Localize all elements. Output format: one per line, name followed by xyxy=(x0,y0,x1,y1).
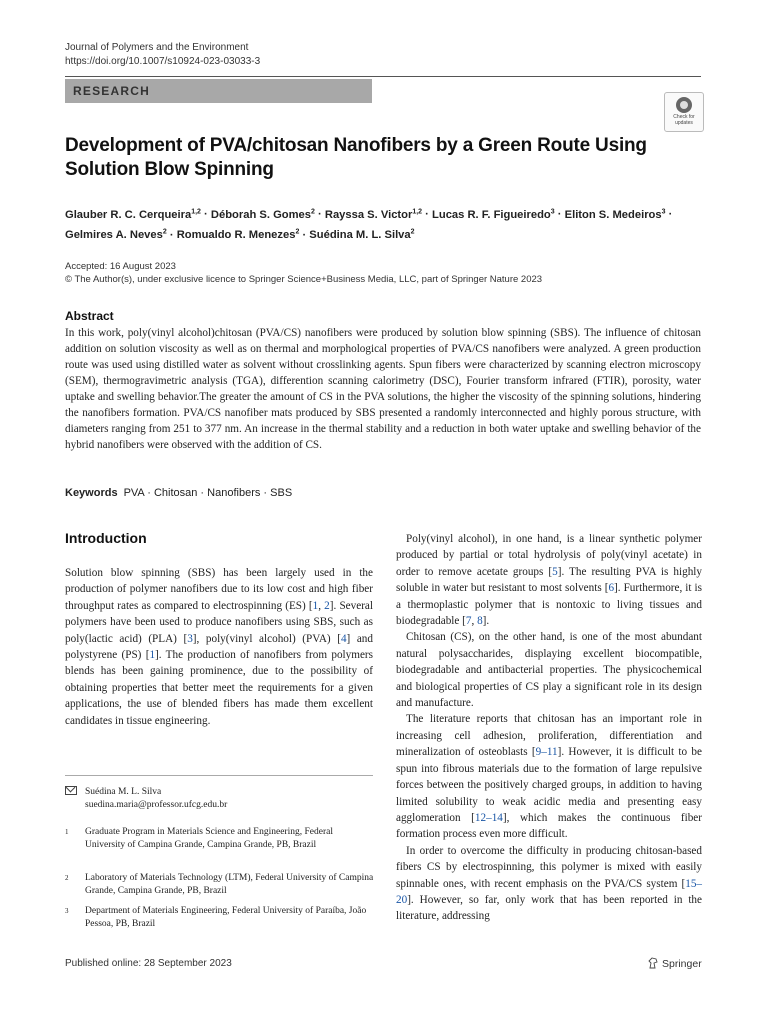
citation-link[interactable]: 12–14 xyxy=(474,811,503,824)
author[interactable]: Lucas R. F. Figueiredo$^3$ xyxy=(432,208,555,221)
affiliation: 1 Graduate Program in Materials Science and Engineering, Federal University of Campina Grande, Campina Grande, PB, Brazil xyxy=(65,827,333,850)
citation-link[interactable]: 9–11 xyxy=(535,746,558,759)
envelope-icon xyxy=(65,786,77,795)
citation-link[interactable]: 7 xyxy=(465,615,472,628)
keyword: SBS xyxy=(270,487,293,499)
affiliation: 2 Laboratory of Materials Technology (LTM), Federal University of Campina Grande, Campina Grande, PB, Brazil xyxy=(65,873,374,896)
section-bar xyxy=(65,79,372,103)
publication-dates xyxy=(65,260,542,286)
publisher-name: Springer xyxy=(662,958,702,970)
affiliation: 3 Department of Materials Engineering, Federal University of Paraíba, João Pessoa, PB, Brazil xyxy=(65,906,367,929)
citation-link[interactable]: 1 xyxy=(149,649,156,662)
keyword: Nanofibers xyxy=(207,487,261,499)
abstract-heading: Abstract xyxy=(65,309,114,323)
introduction-heading: Introduction xyxy=(65,530,147,546)
author-list: Glauber R. C. Cerqueira$^{1,2}$ · Déborah S. Gomes$^2$ · Rayssa S. Victor$^{1,2}$ · Lucas R. F. Figueiredo$^3$ · Eliton S. Medeiros$^3$ · Gelmires A. Neves$^2$ · Romualdo R. Menezes$^2$ · Suédina M. L. Silva$^2$ xyxy=(65,208,673,242)
intro-left-column xyxy=(65,565,373,729)
journal-info xyxy=(65,41,260,69)
article-title: Development of PVA/chitosan Nanofibers by a Green Route Using Solution Blow Spinning xyxy=(65,135,647,180)
author[interactable]: Déborah S. Gomes$^2$ xyxy=(210,208,315,221)
citation-link[interactable]: 1 xyxy=(312,599,319,612)
author[interactable]: Rayssa S. Victor$^{1,2}$ xyxy=(324,208,423,221)
check-for-updates-badge[interactable] xyxy=(664,92,704,132)
paragraph: Solution blow spinning (SBS) has been largely used in the production of polymer nanofibers due to its low cost and high fiber throughput rates as compared to electrospinning (ES) [1, 2]. Several polymers have been used to produce nanofibers using SBS, such as poly(lactic acid) (PLA) [3], poly(vinyl alcohol) (PVA) [4] and polystyrene (PS) [1]. The production of nanofibers from polymers blends has been gaining prominence, due to the possibility of obtaining properties that better meet the requirements for a given applications, the use of blended fibers has made them excellent candidates in tissue engineering. xyxy=(65,567,373,727)
section-label: RESEARCH xyxy=(73,84,150,98)
author[interactable]: Glauber R. C. Cerqueira$^{1,2}$ xyxy=(65,208,201,221)
doi-link[interactable]: https://doi.org/10.1007/s10924-023-03033-3 xyxy=(65,56,261,67)
abstract-text: In this work, poly(vinyl alcohol)chitosan (PVA/CS) nanofibers were produced by solution blow spinning (SBS). The influence of chitosan addition on solution viscosity as well as on thermal and morphological properties of PVA/CS nanofibers were analyzed. A green production route was used using distilled water as solvent without crosslinking agents. Spun fibers were characterized by scanning electron microscopy (SEM), thermogravimetric analysis (TGA), differention scanning calorimetry (DSC), Fourier transform infrared (FTIR), porosity, water uptake and swelling behavior.The greater the amount of CS in the PVA solutions, the higher the viscosity of the spinning solutions, hindering the nanofibers formation. PVA/CS nanofiber mats produced by SBS presented a randomly interconnected and highly porous structure, with diameters ranging from 251 to 377 nm. An increase in the thermal stability and a reduction in both water uptake and swelling behavior of the hybrid nanofibers were observed with the addition of CS. xyxy=(65,327,701,451)
keyword: PVA xyxy=(123,487,145,499)
publisher-logo xyxy=(648,957,702,970)
keywords: Keywords PVA · Chitosan · Nanofibers · SBS xyxy=(65,487,293,499)
springer-horse-icon xyxy=(648,957,658,969)
citation-link[interactable]: 4 xyxy=(340,632,347,645)
update-icon xyxy=(676,97,692,113)
journal-name: Journal of Polymers and the Environment xyxy=(65,42,249,53)
citation-link[interactable]: 8 xyxy=(477,615,483,628)
citation-link[interactable]: 2 xyxy=(324,599,330,612)
citation-link[interactable]: 15–20 xyxy=(396,877,702,906)
paragraph: The literature reports that chitosan has an important role in increasing cell adhesion, proliferation, differentiation and mineralization of osteoblasts [9–11]. However, it is difficult to be spun into fibrous materials due to the formation of large repulsive forces between the positively charged groups, in addition to having limited solubility to weak acidic media and presenting easy agglomeration [12–14], which makes the continuous fiber formation process even more difficult. xyxy=(396,713,703,841)
badge-label: Check for updates xyxy=(673,114,695,126)
citation-link[interactable]: 6 xyxy=(608,582,615,595)
header-rule xyxy=(65,76,701,77)
keyword: Chitosan xyxy=(153,487,198,499)
author[interactable]: Eliton S. Medeiros$^3$ xyxy=(564,208,666,221)
intro-right-column xyxy=(396,531,702,925)
citation-link[interactable]: 3 xyxy=(187,632,193,645)
accepted-date: Accepted: 16 August 2023 xyxy=(65,261,176,272)
author[interactable]: Romualdo R. Menezes$^2$ xyxy=(176,228,300,242)
correspondence xyxy=(65,786,227,812)
author[interactable]: Gelmires A. Neves$^2$ xyxy=(65,228,167,242)
keywords-label: Keywords xyxy=(65,487,118,499)
paragraph: Poly(vinyl alcohol), in one hand, is a linear synthetic polymer produced by partial or total hydrolysis of poly(vinyl acetate) in order to remove acetate groups [5]. The resulting PVA is highly soluble in water but resistant to most solvents [6]. Furthermore, it is a thermoplastic polymer that is nontoxic to living tissues and biodegradable [7, 8]. xyxy=(396,533,702,628)
footnote-rule xyxy=(65,775,373,776)
published-date: Published online: 28 September 2023 xyxy=(65,958,232,969)
paragraph: Chitosan (CS), on the other hand, is one of the most abundant natural polysaccharides, displaying excellent biocompatible, biodegradable and antibacterial properties. The physicochemical and biological properties of CS play a significant role in its design and manufacture. xyxy=(396,631,702,710)
copyright-line: © The Author(s), under exclusive licence to Springer Science+Business Media, LLC, part of Springer Nature 2023 xyxy=(65,274,543,285)
citation-link[interactable]: 5 xyxy=(552,565,558,578)
corresponding-author: Suédina M. L. Silva xyxy=(85,787,162,797)
author[interactable]: Suédina M. L. Silva$^2$ xyxy=(309,228,415,242)
corresponding-email[interactable]: suedina.maria@professor.ufcg.edu.br xyxy=(85,800,228,810)
paragraph: In order to overcome the difficulty in producing chitosan-based fibers CS by electrospinning, this polymer is mixed with easily spinnable ones, with recent emphasis on the PVA/CS system [15–20]. However, so far, only work that has been reported in the literature, addressing xyxy=(396,844,702,923)
